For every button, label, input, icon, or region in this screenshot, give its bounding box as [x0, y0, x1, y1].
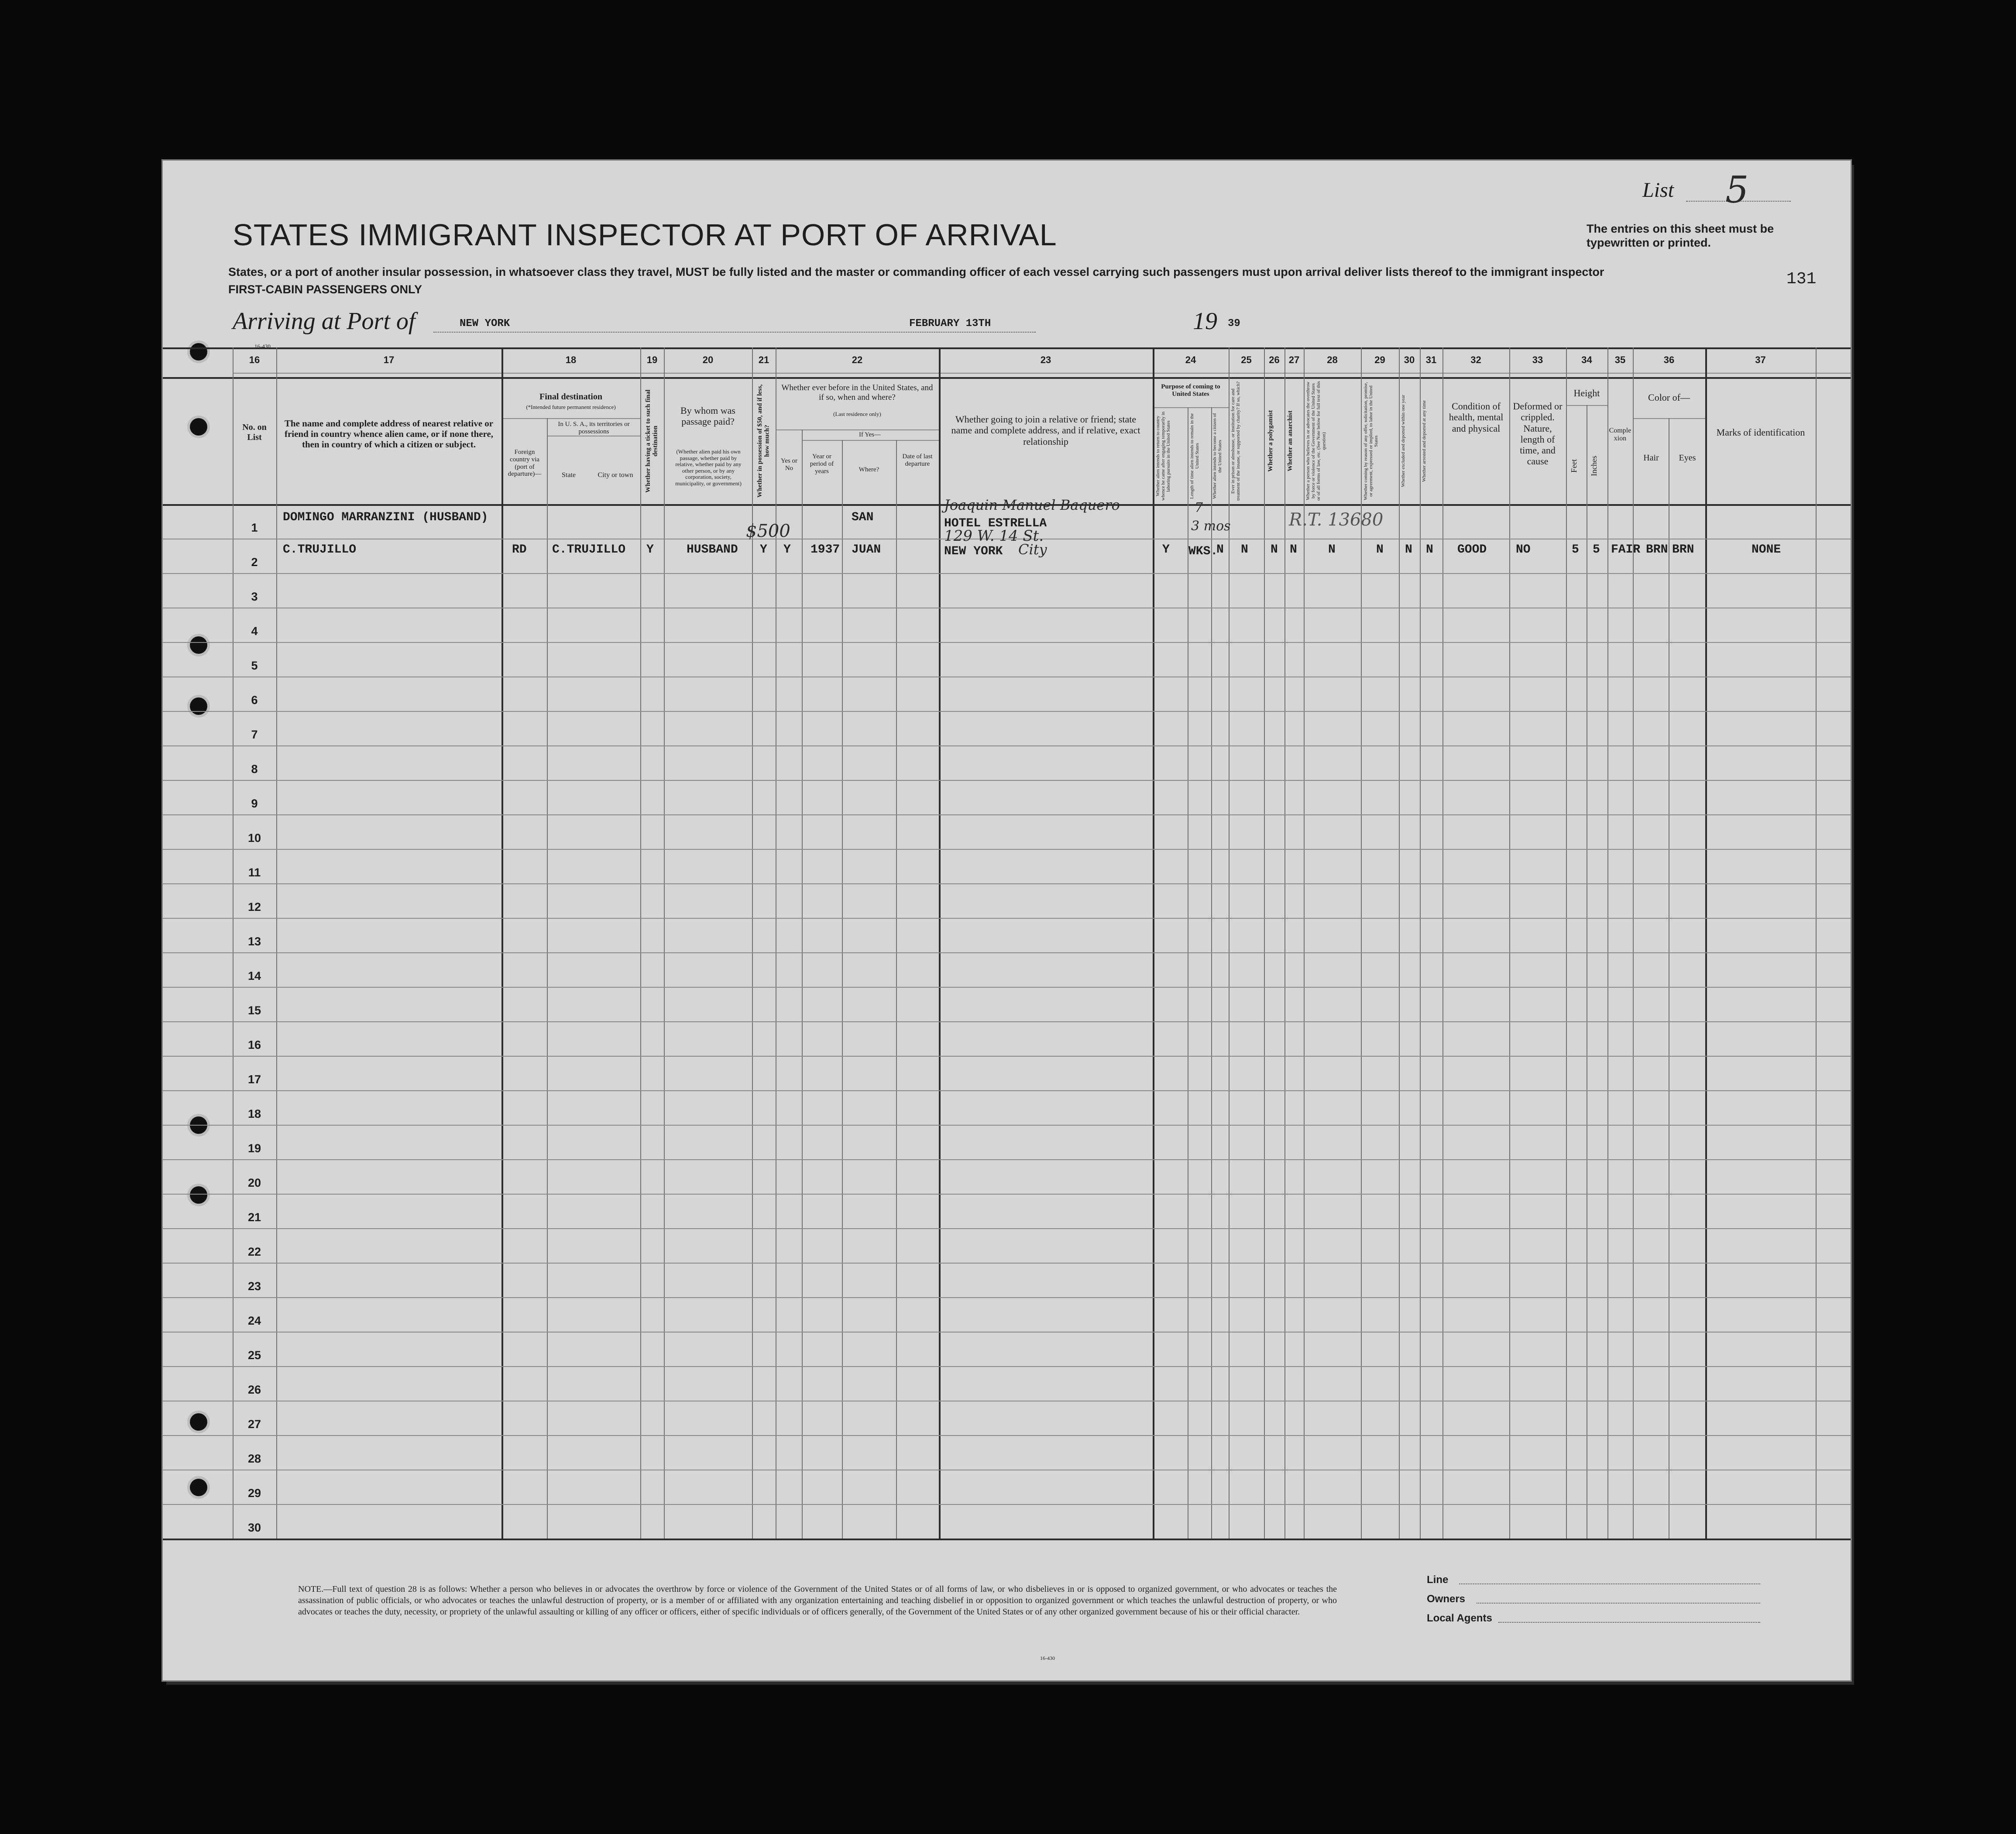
row-line: [163, 1194, 1851, 1195]
colnum-30: 30: [1404, 354, 1415, 365]
row-line: [163, 1021, 1851, 1022]
where-value-1: SAN: [852, 511, 874, 524]
header-deformed: Deformed or crippled. Nature, length of time, and cause: [1513, 401, 1563, 467]
header-q29: Whether coming by reason of any offer, solicitation, promise, or agreement, expressed or implied, to labor in the United States: [1363, 382, 1379, 500]
row-number: 5: [251, 659, 258, 672]
header-final-destination: Final destination: [539, 392, 602, 402]
colnum-17: 17: [383, 354, 395, 365]
colnum-36: 36: [1663, 354, 1675, 365]
colnum-20: 20: [702, 354, 714, 365]
row-line: [163, 1090, 1851, 1091]
complexion-value: FAIR: [1611, 543, 1641, 556]
colnum-18: 18: [565, 354, 577, 365]
col-line: [1705, 347, 1707, 1539]
join-name-handwritten: Joaquin Manuel Baquero: [944, 497, 1120, 513]
header-usa: In U. S. A., its territories or possessions: [558, 421, 630, 435]
colnum-21: 21: [758, 354, 769, 365]
row-number: 25: [247, 1349, 261, 1362]
arriving-label: Arriving at Port of: [233, 308, 416, 335]
row-number: 15: [247, 1004, 261, 1017]
row-number: 14: [247, 969, 261, 982]
colnum-26: 26: [1269, 354, 1280, 365]
colnum-31: 31: [1425, 354, 1437, 365]
row-number: 22: [247, 1245, 261, 1258]
destination-city: C.TRUJILLO: [552, 543, 626, 556]
col-line: [1633, 347, 1634, 1539]
punch-hole: [190, 697, 207, 715]
row-line: [163, 883, 1851, 884]
deformed-value: NO: [1516, 543, 1531, 556]
row-line: [163, 1332, 1851, 1333]
row-line: [163, 1297, 1851, 1298]
line-blank: [1459, 1583, 1760, 1584]
punch-hole: [190, 1479, 207, 1496]
colnum-22: 22: [852, 354, 863, 365]
annotation-handwritten: R.T. 13680: [1289, 510, 1384, 530]
money-value: Y: [760, 543, 767, 556]
col-line: [1509, 347, 1510, 1539]
row-number: 7: [251, 728, 258, 741]
col-line: [802, 429, 803, 1539]
header-inches: Inches: [1590, 456, 1598, 477]
row-line: [163, 849, 1851, 850]
row-line: [163, 1504, 1851, 1505]
row-number: 8: [251, 762, 258, 776]
col-line: [1607, 347, 1608, 1539]
header-join-relative: Whether going to join a relative or friend; state name and complete address, and if relative, exact relationship: [951, 414, 1140, 447]
header-money: Whether in possession of $50, and if less, how much?: [756, 384, 771, 498]
eyes-value: BRN: [1672, 543, 1694, 556]
header-purpose-b: Length of time alien intends to remain in the United States: [1189, 413, 1200, 499]
join-address-1: HOTEL ESTRELLA: [944, 517, 1047, 530]
list-label: List: [1642, 179, 1674, 202]
header-color-of: Color of—: [1648, 392, 1690, 403]
col-line: [842, 440, 843, 1539]
row-number: 27: [247, 1418, 261, 1431]
header-complexion: Complexion: [1609, 427, 1631, 443]
header-relative: The name and complete address of nearest relative or friend in country whence alien came, or if none there, then in country of which a citizen or subject.: [284, 418, 494, 450]
header-hair: Hair: [1643, 453, 1659, 463]
header-before-in-us: Whether ever before in the United States, and if so, when and where?: [781, 383, 933, 402]
purpose-a-value: Y: [1162, 543, 1170, 556]
row-number: 4: [251, 625, 258, 638]
header-foreign-country: Foreign country via (port of departure)—: [508, 449, 542, 478]
row-number: 12: [247, 900, 261, 914]
colnum-25: 25: [1241, 354, 1252, 365]
header-passage-paid-sub: (Whether alien paid his own passage, whether paid by relative, whether paid by any other person, or by any corporation, society, municipality, or government): [675, 448, 742, 487]
header-state: State: [562, 471, 576, 479]
col-line: [1420, 347, 1421, 1539]
row-line: [163, 918, 1851, 919]
row-number: 30: [247, 1521, 261, 1534]
relative-city: C.TRUJILLO: [283, 543, 357, 556]
colnum-27: 27: [1288, 354, 1300, 365]
colnum-32: 32: [1470, 354, 1481, 365]
money-handwritten: $500: [746, 521, 790, 541]
c24-sub-line: [1153, 407, 1229, 408]
row-line: [163, 1435, 1851, 1436]
header-date-last: Date of last departure: [902, 453, 933, 467]
entries-note: The entries on this sheet must be typewritten or printed.: [1587, 222, 1774, 250]
col-line: [1153, 347, 1154, 1539]
prison-value: N: [1241, 543, 1248, 556]
header-if-yes: If Yes—: [859, 431, 881, 438]
colnum-24: 24: [1185, 354, 1196, 365]
row-number: 3: [251, 590, 258, 603]
row-line: [163, 952, 1851, 953]
col-line: [1264, 347, 1265, 1539]
header-final-destination-note: (*Intended future permanent residence): [526, 404, 616, 410]
owners-blank: [1477, 1603, 1760, 1604]
punch-hole: [190, 343, 207, 361]
page-number: 131: [1786, 270, 1817, 288]
table-bottom-border: [163, 1539, 1851, 1540]
row-line: [163, 1125, 1851, 1126]
header-anarchist: Whether an anarchist: [1287, 410, 1294, 472]
where-value-2: JUAN: [852, 543, 881, 556]
citizen-value: N: [1216, 543, 1224, 556]
manifest-sheet: [163, 161, 1851, 1680]
row-number: 24: [247, 1314, 261, 1327]
marks-value: NONE: [1752, 543, 1781, 556]
header-prison: Ever in prison or almshouse, or institution for care and treatment of the insane, or supported by charity? If so, which?: [1230, 381, 1241, 501]
list-number: 5: [1725, 168, 1749, 211]
header-q30: Whether excluded and deported within one year: [1401, 395, 1406, 488]
header-where: Where?: [859, 466, 879, 473]
row-line: [163, 1159, 1851, 1160]
col-line: [640, 347, 641, 1539]
header-purpose-a: Whether alien intends to return to country whence he came after engaging temporarily in laboring pursuits in the United States: [1155, 412, 1171, 501]
row-number: 2: [251, 556, 258, 569]
row-number: 11: [248, 866, 261, 879]
year-value: 1937: [811, 543, 840, 556]
ticket-value: Y: [646, 543, 654, 556]
row-line: [163, 573, 1851, 574]
c18-sub-line: [501, 418, 640, 419]
table-top-border: [163, 347, 1851, 349]
col-line: [1399, 347, 1400, 1539]
row-number: 21: [247, 1211, 261, 1224]
row-line: [163, 642, 1851, 643]
row-number: 18: [247, 1107, 261, 1120]
row-number: 6: [251, 694, 258, 707]
header-feet: Feet: [1570, 459, 1578, 473]
header-yes-no: Yes or No: [780, 457, 798, 472]
colnum-34: 34: [1581, 354, 1592, 365]
row-line: [163, 745, 1851, 746]
row-line: [163, 1228, 1851, 1229]
row-number: 29: [247, 1487, 261, 1500]
punch-hole: [190, 418, 207, 436]
before-in-us-value: Y: [783, 543, 791, 556]
col-line: [939, 347, 941, 1539]
length-handwritten-1: 7: [1195, 500, 1203, 515]
col-line: [1566, 347, 1567, 1539]
col-line: [276, 347, 277, 1539]
col-line: [233, 347, 234, 1539]
feet-value: 5: [1572, 543, 1579, 556]
join-address-handwritten: 129 W. 14 St.: [944, 527, 1044, 545]
header-purpose-c: Whether alien intends to become a citizen of the United States: [1212, 413, 1223, 499]
footer-form-code: 16-430: [1040, 1655, 1055, 1661]
header-eyes: Eyes: [1679, 453, 1696, 463]
colnum-16: 16: [249, 354, 260, 365]
header-top-border: [163, 377, 1851, 379]
year-suffix: 39: [1228, 318, 1240, 330]
anarchist-value: N: [1290, 543, 1297, 556]
row-number: 28: [247, 1452, 261, 1465]
length-value: WKS.: [1188, 545, 1218, 558]
colnum-19: 19: [646, 354, 658, 365]
header-ticket: Whether having a ticket to such final destination: [645, 389, 659, 493]
foreign-country: RD: [512, 543, 527, 556]
punch-hole: [190, 1413, 207, 1431]
page-title: STATES IMMIGRANT INSPECTOR AT PORT OF ARRIVAL: [233, 218, 1057, 252]
colnum-35: 35: [1614, 354, 1626, 365]
header-height: Height: [1573, 388, 1600, 398]
join-address-3: NEW YORK: [944, 545, 1003, 558]
agents-label: Local Agents: [1427, 1612, 1492, 1624]
col-line: [547, 418, 548, 1539]
col-line: [1211, 407, 1212, 1539]
row-line: [163, 1366, 1851, 1367]
c22-sub-line: [776, 429, 939, 430]
row-line: [163, 987, 1851, 988]
header-no-on-list: No. on List: [242, 422, 267, 442]
col-line: [1284, 347, 1285, 1539]
colnum-29: 29: [1374, 354, 1385, 365]
colnum-23: 23: [1040, 354, 1051, 365]
inches-value: 5: [1593, 543, 1600, 556]
paid-by-value: HUSBAND: [687, 543, 738, 556]
row-number: 23: [247, 1280, 261, 1293]
header-marks: Marks of identification: [1716, 427, 1805, 438]
row-number: 19: [247, 1142, 261, 1155]
row-number: 20: [247, 1176, 261, 1189]
join-city-handwritten: City: [1018, 541, 1047, 558]
header-passage-paid: By whom was passage paid?: [680, 405, 735, 427]
port-line: [433, 332, 1036, 333]
header-city: City or town: [598, 471, 633, 479]
c22-sub-line: [802, 440, 939, 441]
q30-value: N: [1405, 543, 1412, 556]
row-line: [163, 711, 1851, 712]
header-q28: Whether a person who believes in or advocates the overthrow by force or violence of the Government of the United States or of all forms of law, etc. (See Note below for full text of this question): [1305, 381, 1327, 501]
col-line: [1442, 347, 1443, 1539]
q29-value: N: [1376, 543, 1384, 556]
health-value: GOOD: [1457, 543, 1487, 556]
year-prefix: 19: [1193, 308, 1217, 335]
row-line: [163, 1263, 1851, 1264]
agents-blank: [1498, 1622, 1760, 1623]
footer-note: NOTE.—Full text of question 28 is as follows: Whether a person who believes in or advocates the overthrow by force or violence of the Government of the United States or of all forms of law, or who disbelieves in or is opposed to organized government, or who advocates or teaches the assassination of public officials, or who advocates or teaches the unlawful destruction of property, or is a member of or affiliated with any organization entertaining and teaching disbelief in or opposition to organized government or which teaches the unlawful destruction of property, or who advocates or teaches the duty, necessity, or propriety of the unlawful assaulting or killing of any officer or officers, either of specific individuals or of officers generally, of the Government of the United States or of any other organized government because of his or their official character.: [298, 1584, 1337, 1617]
colnum-37: 37: [1755, 354, 1766, 365]
col-line: [501, 347, 503, 1539]
relative-name: DOMINGO MARRANZINI (HUSBAND): [283, 511, 488, 524]
col-line: [664, 347, 665, 1539]
cabin-class: FIRST-CABIN PASSENGERS ONLY: [228, 283, 422, 296]
row-number: 26: [247, 1383, 261, 1396]
instructions: States, or a port of another insular possession, in whatsoever class they travel, MUST be fully listed and the master or commanding officer of each vessel carrying such passengers must upon arrival deliver lists thereof to the immigrant inspector: [228, 265, 1604, 278]
header-q31: Whether arrested and deported at any time: [1422, 400, 1427, 482]
form-code: 16-430: [254, 343, 271, 350]
row-line: [163, 780, 1851, 781]
colnum-33: 33: [1532, 354, 1543, 365]
header-health: Condition of health, mental and physical: [1449, 401, 1504, 434]
colnum-28: 28: [1327, 354, 1338, 365]
date-value: FEBRUARY 13TH: [909, 318, 991, 330]
row-number: 17: [247, 1073, 261, 1086]
line-label: Line: [1427, 1574, 1449, 1586]
row-number: 13: [247, 935, 261, 948]
hair-value: BRN: [1646, 543, 1668, 556]
row-number: 1: [251, 521, 258, 534]
length-handwritten-2: 3 mos: [1191, 519, 1231, 534]
row-number: 16: [247, 1038, 261, 1051]
header-polygamist: Whether a polygamist: [1267, 410, 1274, 472]
row-number: 9: [251, 797, 258, 810]
row-number: 10: [247, 831, 261, 845]
punch-hole: [190, 636, 207, 654]
col-line: [896, 440, 897, 1539]
header-purpose: Purpose of coming to United States: [1161, 383, 1220, 398]
row-line: [163, 1056, 1851, 1057]
owners-label: Owners: [1427, 1593, 1466, 1605]
q31-value: N: [1426, 543, 1433, 556]
q28-value: N: [1328, 543, 1336, 556]
port-value: NEW YORK: [460, 318, 510, 330]
header-year: Year or period of years: [810, 453, 834, 475]
header-last-residence: (Last residence only): [833, 411, 881, 417]
punch-hole: [190, 1186, 207, 1204]
row-line: [163, 814, 1851, 815]
polygamist-value: N: [1271, 543, 1278, 556]
col-line: [1816, 347, 1817, 1539]
